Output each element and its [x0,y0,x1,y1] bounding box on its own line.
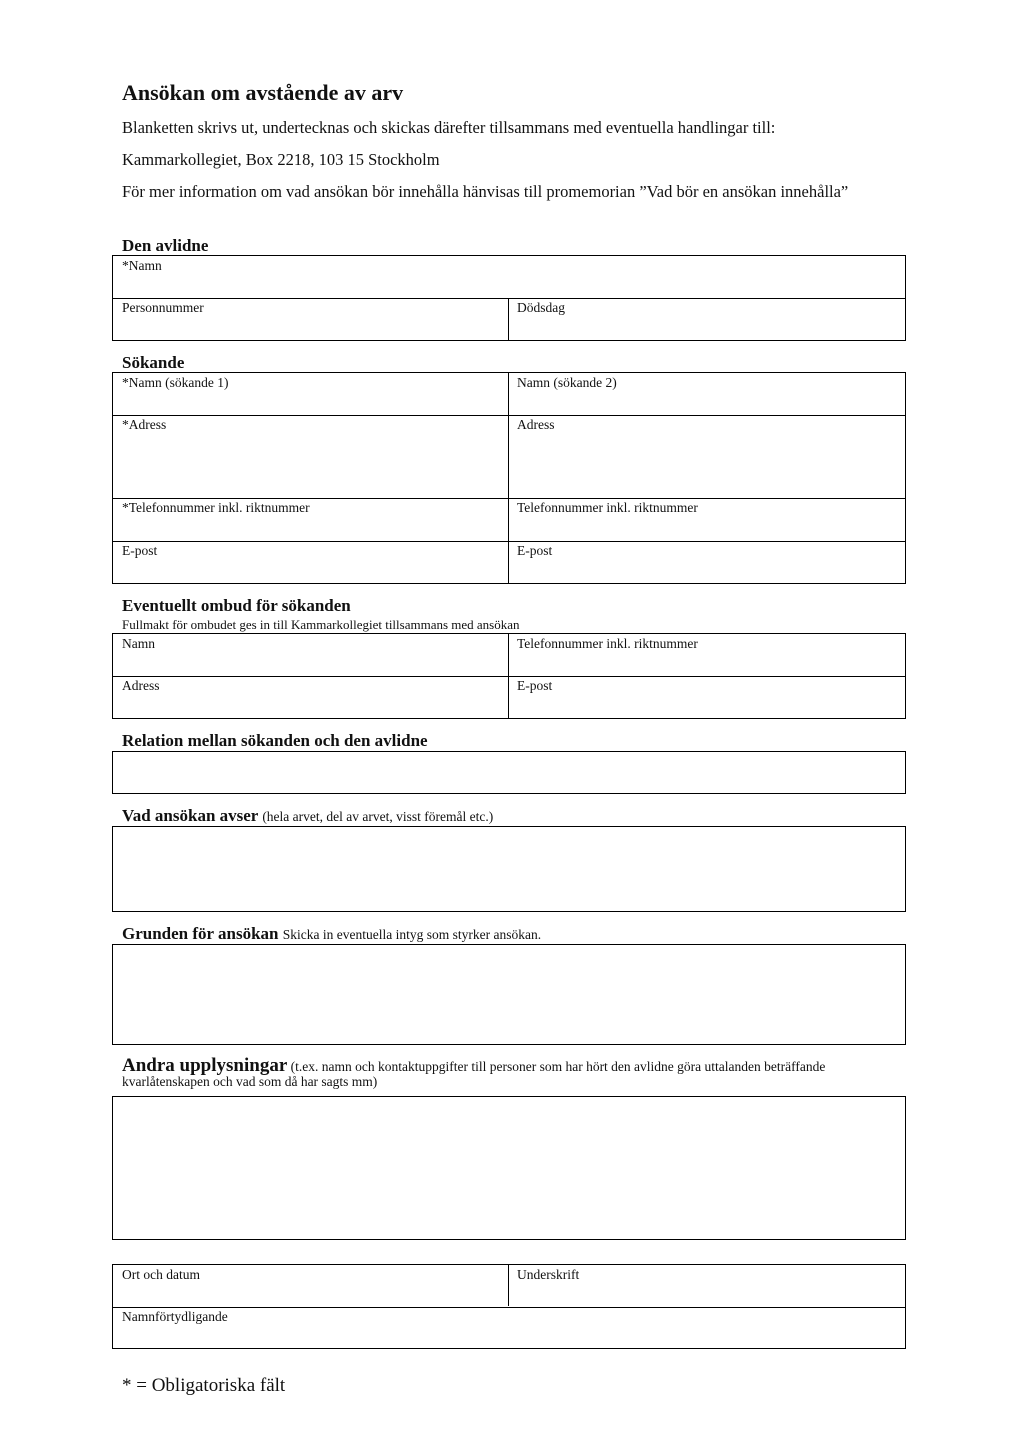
mandatory-footnote: * = Obligatoriska fält [122,1375,286,1396]
grounds-heading-text: Grunden för ansökan [122,924,279,943]
relation-heading: Relation mellan sökanden och den avlidne [122,731,428,750]
agent-address-field[interactable] [113,676,508,718]
agent-name-field[interactable] [113,634,508,676]
other-note: (t.ex. namn och kontaktuppgifter till personer som har hört den avlidne göra uttalanden beträffande kvarlåtenskapen och vad som då har sagts mm) [122,1059,826,1089]
personal-number-label: Personnummer [122,300,204,315]
date-of-death-label: Dödsdag [517,300,565,315]
grounds-note: Skicka in eventuella intyg som styrker ansökan. [282,927,542,942]
scope-heading [122,806,493,827]
scope-heading-text: Vad ansökan avser [122,806,259,825]
applicant-1-email-label: E-post [122,543,158,558]
applicant-1-name-field[interactable] [113,373,508,415]
agent-name-label: Namn [122,636,155,651]
applicant-1-phone-label: *Telefonnummer inkl. riktnummer [122,500,310,515]
applicant-1-name-label: *Namn (sökande 1) [122,375,229,390]
applicant-1-address-field[interactable] [113,415,508,498]
signature-field[interactable] [508,1265,905,1307]
relation-field[interactable] [112,751,906,794]
applicant-2-address-label: Adress [517,417,555,432]
applicant-2-address-field[interactable] [508,415,905,498]
intro-info: För mer information om vad ansökan bör innehålla hänvisas till promemorian ”Vad bör en ansökan innehålla” [122,182,849,201]
agent-email-label: E-post [517,678,553,693]
intro-address: Kammarkollegiet, Box 2218, 103 15 Stockholm [122,150,440,169]
applicant-box [112,372,906,584]
applicant-heading: Sökande [122,353,185,372]
agent-address-label: Adress [122,678,160,693]
agent-note: Fullmakt för ombudet ges in till Kammarkollegiet tillsammans med ansökan [122,617,520,632]
applicant-1-phone-field[interactable] [113,498,508,541]
deceased-name-field[interactable] [113,256,905,298]
agent-box [112,633,906,719]
name-clarification-field[interactable] [113,1307,905,1348]
applicant-1-address-label: *Adress [122,417,167,432]
applicant-2-name-label: Namn (sökande 2) [517,375,617,390]
applicant-2-phone-field[interactable] [508,498,905,541]
intro-line-1: Blanketten skrivs ut, undertecknas och skickas därefter tillsammans med eventuella handlingar till: [122,118,776,137]
signature-box [112,1264,906,1349]
grounds-field[interactable] [112,944,906,1045]
applicant-1-email-field[interactable] [113,541,508,583]
applicant-2-name-field[interactable] [508,373,905,415]
deceased-box [112,255,906,341]
deceased-name-label: *Namn [122,258,162,273]
place-date-label: Ort och datum [122,1267,200,1282]
applicant-2-email-label: E-post [517,543,553,558]
deceased-personal-number-field[interactable] [113,298,508,340]
agent-email-field[interactable] [508,676,905,718]
deceased-date-of-death-field[interactable] [508,298,905,340]
agent-phone-label: Telefonnummer inkl. riktnummer [517,636,698,651]
scope-note: (hela arvet, del av arvet, visst föremål etc.) [262,809,494,824]
agent-heading: Eventuellt ombud för sökanden [122,596,351,615]
signature-label: Underskrift [517,1267,580,1282]
applicant-2-email-field[interactable] [508,541,905,583]
applicant-2-phone-label: Telefonnummer inkl. riktnummer [517,500,698,515]
other-heading [122,1055,902,1089]
grounds-heading [122,924,541,945]
place-date-field[interactable] [113,1265,508,1307]
deceased-heading: Den avlidne [122,236,209,255]
agent-phone-field[interactable] [508,634,905,676]
scope-field[interactable] [112,826,906,912]
name-clarification-label: Namnförtydligande [122,1309,228,1324]
other-heading-text: Andra upplysningar [122,1055,288,1076]
other-field[interactable] [112,1096,906,1240]
page-title: Ansökan om avstående av arv [122,80,404,105]
